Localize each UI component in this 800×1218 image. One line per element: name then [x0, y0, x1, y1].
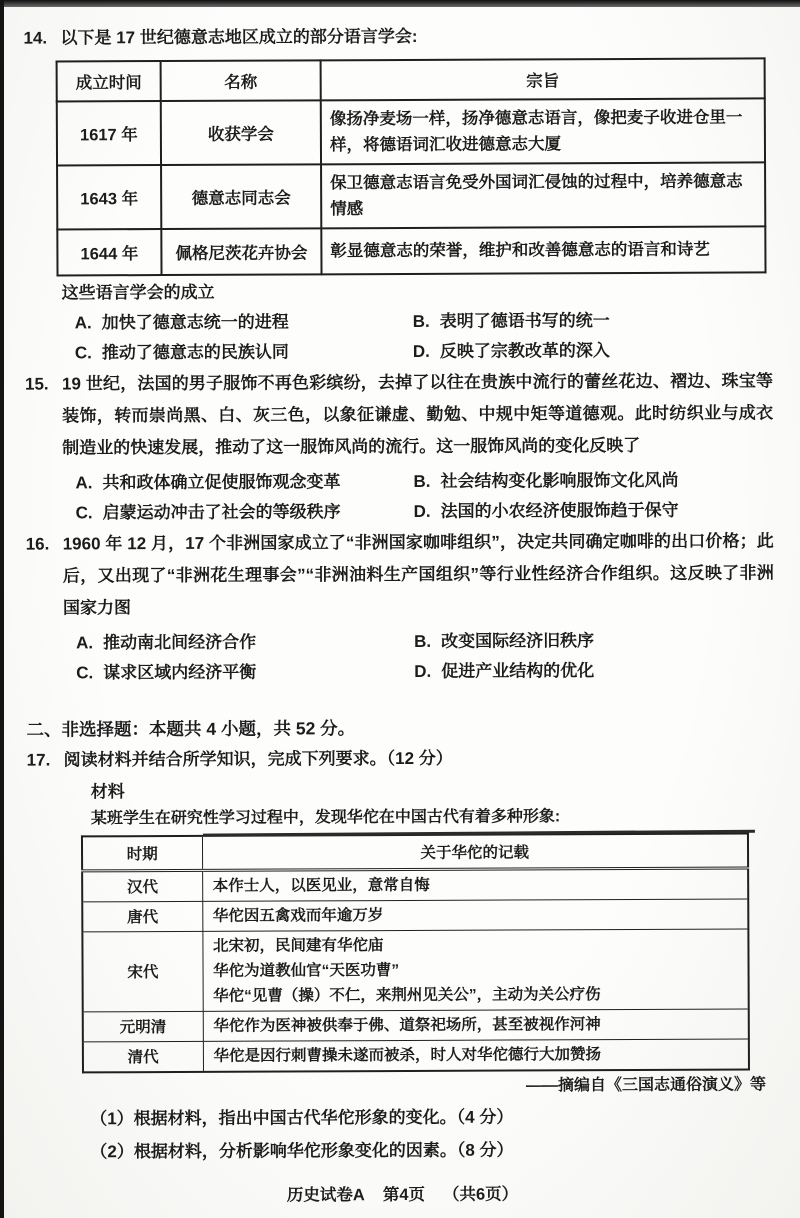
option-c	[75, 337, 413, 368]
cell-name: 收获学会	[161, 100, 321, 165]
option-b-text: 改变国际经济旧秩序	[441, 631, 595, 651]
section-2-heading: 二、非选择题：本题共 4 小题，共 52 分。	[26, 718, 356, 740]
cell-record	[202, 928, 748, 1010]
table-row	[83, 1038, 749, 1071]
exam-page	[23, 20, 776, 1209]
option-c-label: C.	[74, 343, 92, 363]
material-label: 材料	[90, 782, 125, 802]
option-a-text: 加快了德意志统一的进程	[101, 312, 289, 333]
footer-page-total: （共6页）	[442, 1184, 519, 1204]
material-source: ——摘编自《三国志通俗演义》等	[526, 1075, 767, 1094]
option-c	[75, 497, 413, 528]
table-row	[57, 98, 765, 165]
option-a-label: A.	[76, 633, 94, 653]
option-a-label: A.	[75, 473, 93, 493]
option-d-label: D.	[414, 661, 432, 681]
question-16-options-cd	[76, 655, 774, 688]
record-line: 华佗“见曹（操）不仁，来荆州见关公”，主动为关公疗伤	[213, 985, 601, 1005]
option-d-text: 法国的小农经济使服饰趋于保守	[440, 500, 679, 521]
table-header-row	[57, 58, 765, 101]
cell-period: 唐代	[82, 901, 202, 932]
question-15-options-ab	[75, 465, 773, 498]
option-b	[413, 306, 610, 337]
footer-page-number: 第4页	[382, 1185, 426, 1204]
option-a	[75, 307, 413, 338]
option-d-text: 反映了宗教改革的深入	[439, 341, 610, 361]
option-d	[414, 656, 594, 687]
option-d-text: 促进产业结构的优化	[441, 661, 595, 681]
option-b	[414, 626, 594, 657]
option-b-text: 社会结构变化影响服饰文化风尚	[440, 470, 679, 491]
question-14-tail: 这些语言学会的成立	[61, 282, 215, 303]
option-b	[413, 466, 678, 497]
header-cell-time: 成立时间	[57, 61, 161, 101]
table-row	[82, 867, 748, 901]
cell-purpose: 彰显德意志的荣誉，维护和改善德意志的语言和诗艺	[321, 226, 765, 274]
cell-period: 清代	[83, 1041, 203, 1072]
table-row	[82, 928, 748, 1011]
option-d-label: D.	[412, 341, 430, 361]
option-a-label: A.	[74, 313, 92, 333]
question-15-stem: 19 世纪，法国的男子服饰不再色彩缤纷，去掉了以往在贵族中流行的蕾丝花边、褶边、珠宝等装饰，转而崇尚黑、白、灰三色，以象征谦虚、勤勉、中规中矩等道德观。此时纺织业与成衣制造业的快速发展，推动了这一服饰风尚的流行。这一服饰风尚的变化反映了	[61, 371, 774, 458]
record-line: 北宋初，民间建有华佗庙	[212, 936, 384, 955]
question-15-number: 15.	[24, 374, 49, 394]
cell-purpose: 保卫德意志语言免受外国词汇侵蚀的过程中，培养德意志情感	[321, 162, 765, 228]
question-14-options-ab	[75, 305, 773, 338]
scan-edge-top	[0, 0, 800, 7]
cell-record: 华佗是因行刺曹操未遂而被杀，时人对华佗德行大加赞扬	[203, 1038, 749, 1071]
option-b-label: B.	[413, 471, 431, 491]
cell-record: 华佗作为医神被供奉于佛、道祭祀场所，甚至被视作河神	[203, 1008, 749, 1040]
option-c-label: C.	[75, 503, 93, 523]
table-row	[83, 1008, 749, 1041]
question-16-number: 16.	[25, 534, 50, 554]
table-row	[57, 162, 765, 229]
cell-name: 佩格尼茨花卉协会	[161, 228, 321, 275]
question-14-stem: 以下是 17 世纪德意志地区成立的部分语言学会:	[60, 26, 418, 48]
question-17	[27, 741, 775, 776]
sub-question-2: （2）根据材料，分析影响华佗形象变化的因素。（8 分）	[90, 1140, 514, 1161]
header-cell-name: 名称	[161, 60, 321, 101]
option-d-label: D.	[413, 501, 431, 521]
language-societies-table	[56, 57, 767, 276]
question-14-options-cd	[75, 335, 773, 368]
question-15	[25, 365, 773, 464]
question-16	[26, 525, 774, 624]
cell-time: 1644 年	[57, 229, 161, 275]
material-intro: 某班学生在研究性学习过程中，发现华佗在中国古代有着多种形象:	[90, 808, 561, 828]
table-header-row	[82, 833, 748, 870]
question-14	[23, 20, 771, 53]
question-17-number: 17.	[26, 750, 51, 770]
huatuo-records-table	[81, 832, 750, 1073]
header-cell-purpose: 宗旨	[321, 58, 765, 100]
option-b-text: 表明了德语书写的统一	[439, 311, 610, 331]
cell-purpose: 像扬净麦场一样，扬净德意志语言，像把麦子收进仓里一样，将德语词汇收进德意志大厦	[321, 98, 765, 164]
record-line: 华佗为道教仙官“天医功曹”	[213, 961, 400, 980]
table-row	[57, 226, 765, 275]
option-a-text: 推动南北间经济合作	[103, 632, 257, 653]
option-b-label: B.	[414, 631, 432, 651]
question-16-stem: 1960 年 12 月，17 个非洲国家成立了“非洲国家咖啡组织”，决定共同确定咖啡的出口价格；此后，又出现了“非洲花生理事会”“非洲油料生产国组织”等行业性经济合作组织。这反映了非洲国家力图	[62, 531, 774, 618]
option-c-text: 谋求区域内经济平衡	[103, 662, 257, 683]
page-footer	[28, 1180, 776, 1209]
footer-paper-name: 历史试卷A	[286, 1185, 365, 1204]
cell-period: 宋代	[82, 931, 202, 1012]
option-a-text: 共和政体确立促使服饰观念变革	[102, 472, 341, 493]
question-15-options-cd	[75, 495, 773, 528]
header-cell-period: 时期	[82, 835, 202, 870]
cell-time: 1617 年	[57, 101, 161, 165]
option-d	[413, 496, 678, 527]
cell-period: 汉代	[82, 870, 202, 902]
option-b-label: B.	[412, 311, 430, 331]
option-c	[76, 657, 414, 688]
question-14-number: 14.	[23, 28, 48, 48]
scan-edge-left	[0, 0, 4, 1218]
cell-record: 本作士人，以医见业，意常自悔	[202, 867, 748, 900]
cell-period: 元明清	[83, 1011, 203, 1042]
sub-question-1: （1）根据材料，指出中国古代华佗形象的变化。（4 分）	[90, 1107, 514, 1128]
cell-record: 华佗因五禽戏而年逾万岁	[202, 898, 748, 930]
option-c-label: C.	[76, 663, 94, 683]
question-17-stem: 阅读材料并结合所学知识，完成下列要求。（12 分）	[63, 748, 453, 770]
table-row	[82, 898, 748, 931]
cell-time: 1643 年	[57, 165, 161, 229]
cell-name: 德意志同志会	[161, 164, 321, 229]
option-c-text: 推动了德意志的民族认同	[101, 342, 289, 363]
header-cell-record: 关于华佗的记载	[202, 833, 748, 870]
question-16-options-ab	[76, 625, 774, 658]
option-c-text: 启蒙运动冲击了社会的等级秩序	[102, 502, 341, 523]
option-d	[413, 336, 610, 367]
option-a	[76, 627, 414, 658]
option-a	[75, 467, 413, 498]
